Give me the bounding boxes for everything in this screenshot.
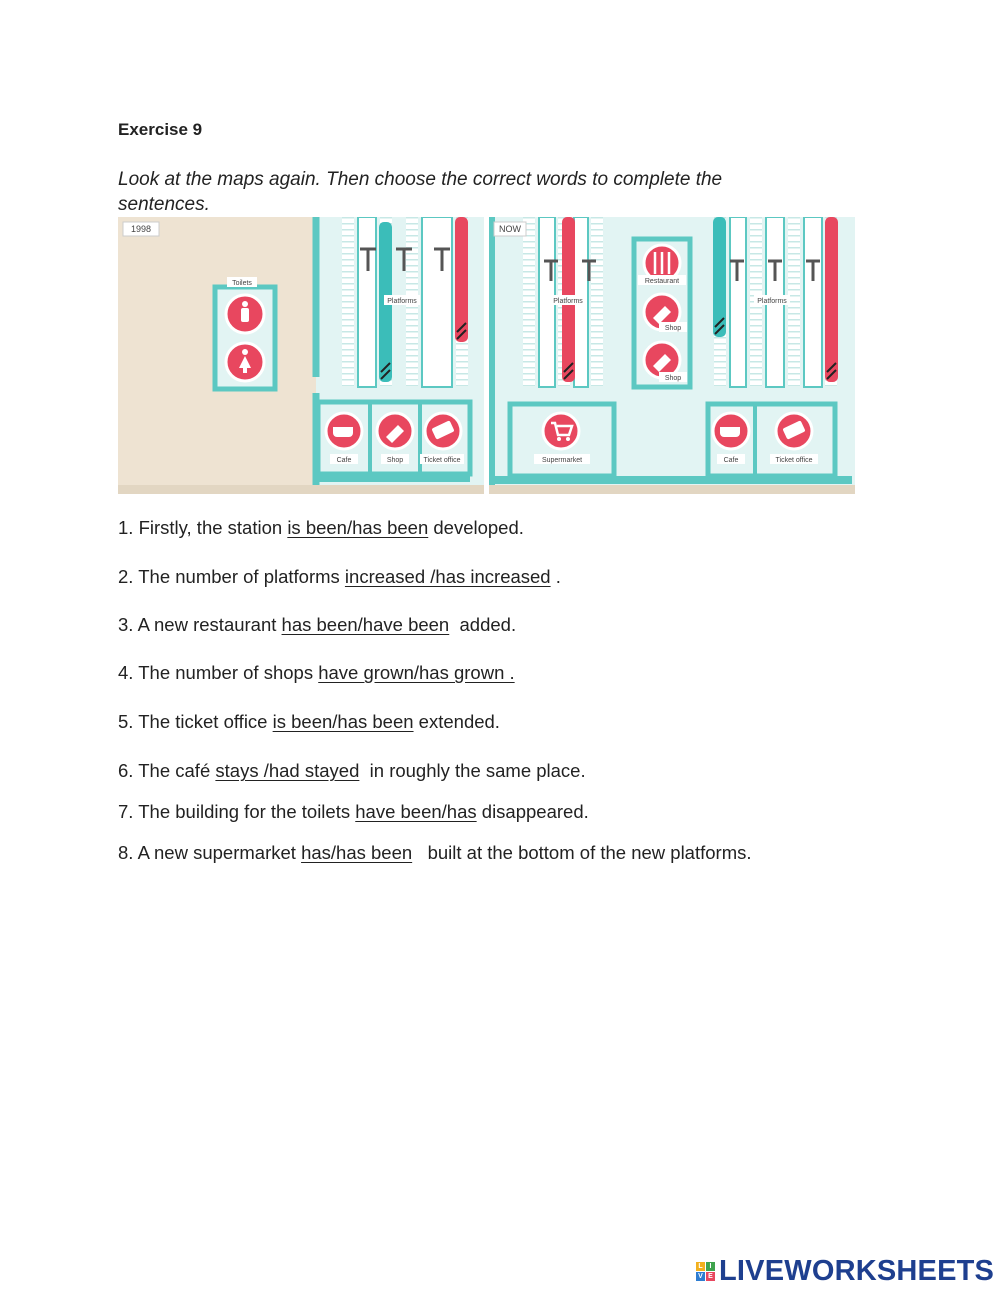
answer-choice[interactable]: have grown/has grown . xyxy=(318,662,515,683)
sentence-text-after: disappeared. xyxy=(476,801,589,822)
sentence-3 xyxy=(118,614,516,636)
sentence-text-after: extended. xyxy=(413,711,500,732)
map-label-platforms-now-2: Platforms xyxy=(757,298,787,305)
brand-name: LIVEWORKSHEETS xyxy=(719,1254,995,1287)
answer-choice[interactable]: has been/have been xyxy=(281,614,450,635)
logo-letter: I xyxy=(706,1262,715,1271)
map-label-platforms-now-1: Platforms xyxy=(553,298,583,305)
map-label-supermarket: Supermarket xyxy=(541,457,583,464)
exercise-title: Exercise 9 xyxy=(118,120,203,139)
sentence-number: 5. xyxy=(118,711,134,732)
map-label-restaurant: Restaurant xyxy=(644,278,680,285)
map-year-1998: 1998 xyxy=(130,224,152,234)
sentence-8 xyxy=(118,842,752,864)
sentence-1 xyxy=(118,517,524,539)
answer-choice[interactable]: stays /had stayed xyxy=(215,760,360,781)
map-label-platforms-1998: Platforms xyxy=(387,298,417,305)
logo-letter: L xyxy=(696,1262,705,1271)
sentence-text-before: The ticket office xyxy=(138,711,273,732)
sentence-number: 3. xyxy=(118,614,134,635)
map-label-shop-1998: Shop xyxy=(386,457,404,464)
sentence-number: 4. xyxy=(118,662,134,683)
map-label-toilets: Toilets xyxy=(232,280,252,287)
map-label-cafe-1998: Cafe xyxy=(336,457,352,464)
sentence-number: 2. xyxy=(118,566,134,587)
liveworksheets-logo xyxy=(696,1256,994,1286)
logo-icon xyxy=(696,1262,715,1281)
map-label-shop-now-1: Shop xyxy=(664,325,682,332)
map-label-cafe-now: Cafe xyxy=(723,457,739,464)
map-label-shop-now-2: Shop xyxy=(664,375,682,382)
map-year-now: NOW xyxy=(499,224,521,234)
sentence-7 xyxy=(118,801,589,823)
answer-choice[interactable]: is been/has been xyxy=(287,517,429,538)
answer-choice[interactable]: have been/has xyxy=(355,801,477,822)
answer-choice[interactable]: has/has been xyxy=(301,842,413,863)
answer-choice[interactable]: increased /has increased xyxy=(344,566,551,587)
answer-choice[interactable]: is been/has been xyxy=(272,711,414,732)
sentence-text-after: . xyxy=(550,566,561,587)
exercise-instructions: Look at the maps again. Then choose the correct words to complete the sentences. xyxy=(118,169,723,215)
sentence-2 xyxy=(118,566,561,588)
sentence-text-before: Firstly, the station xyxy=(138,517,288,538)
sentence-text-after: built at the bottom of the new platforms. xyxy=(412,842,752,863)
sentence-4 xyxy=(118,662,515,684)
sentence-text-before: A new restaurant xyxy=(137,614,282,635)
sentence-text-before: The number of platforms xyxy=(138,566,345,587)
map-label-ticket-office-1998: Ticket office xyxy=(423,457,461,464)
sentence-text-before: The number of shops xyxy=(138,662,319,683)
sentence-5 xyxy=(118,711,500,733)
sentence-text-before: The café xyxy=(138,760,216,781)
sentence-6 xyxy=(118,760,586,782)
sentence-text-before: A new supermarket xyxy=(137,842,302,863)
sentence-number: 1. xyxy=(118,517,134,538)
sentence-number: 6. xyxy=(118,760,134,781)
map-label-ticket-office-now: Ticket office xyxy=(775,457,813,464)
map-1998 xyxy=(118,217,484,494)
sentence-number: 7. xyxy=(118,801,134,822)
sentence-text-after: in roughly the same place. xyxy=(359,760,586,781)
map-now xyxy=(489,217,855,494)
sentence-text-before: The building for the toilets xyxy=(138,801,356,822)
logo-letter: V xyxy=(696,1272,705,1281)
sentence-number: 8. xyxy=(118,842,134,863)
sentence-text-after: added. xyxy=(449,614,517,635)
station-maps-image xyxy=(118,217,855,494)
sentence-text-after: developed. xyxy=(428,517,524,538)
logo-letter: E xyxy=(706,1272,715,1281)
